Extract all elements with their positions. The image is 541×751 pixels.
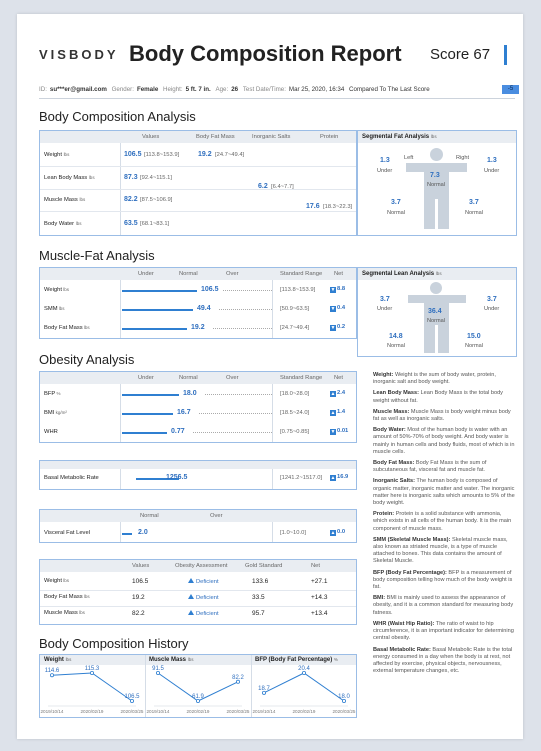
arrow-up-icon: ▲ — [330, 475, 336, 481]
bmr-range: [1241.2~1517.0] — [280, 475, 323, 481]
obesity-row-range: [18.5~24.0] — [280, 410, 310, 416]
mfa-row-label: SMM lbs — [44, 306, 65, 312]
bca-row-lbm-label: Lean Body Mass lbs — [44, 175, 95, 181]
history-chart-svg — [40, 665, 356, 717]
seg-lean-left-arm-value: 3.7 — [380, 296, 390, 303]
seg-fat-title: Segmental Fat Analysis lbs — [362, 134, 437, 140]
obesity-title: Obesity Analysis — [39, 352, 135, 367]
vfl-col-over: Over — [210, 513, 223, 519]
history-value-label: 106.5 — [124, 694, 140, 700]
bca-row-lbm-value: 87.3 — [124, 174, 138, 181]
date-value: Mar 25, 2020, 16:34 — [288, 86, 345, 93]
obesity-col-net: Net — [334, 375, 344, 381]
vfl-table — [39, 509, 357, 543]
arrow-up-icon: ▲ — [330, 530, 336, 536]
history-date-label: 2019/10/14 — [146, 709, 170, 714]
obesity-table — [39, 371, 357, 443]
mfa-col-normal: Normal — [179, 271, 198, 277]
lean-head-icon — [430, 282, 442, 294]
history-bfp-title: BFP (Body Fat Percentage) % — [255, 657, 338, 663]
description-item: Lean Body Mass: Lean Body Mass is the total body weight without fat. — [373, 390, 503, 404]
mfa-row-bar — [122, 290, 197, 292]
vfl-label: Visceral Fat Level — [44, 530, 90, 536]
assess-row-label: Weight lbs — [44, 578, 69, 584]
seg-fat-left-leg-value: 3.7 — [391, 199, 401, 206]
seg-fat-trunk-value: 7.3 — [430, 172, 440, 179]
bca-row-water-range: [68.1~83.1] — [140, 221, 170, 227]
obesity-row-net: ▲ 1.4 — [330, 409, 346, 416]
obesity-row-value: 18.0 — [183, 390, 197, 397]
history-date-label: 2020/02/19 — [292, 709, 316, 714]
assessment-rows — [40, 572, 356, 624]
description-item: Weight: Weight is the sum of body water, protein, inorganic salt and body weight. — [373, 372, 496, 386]
seg-fat-right-leg-label: Normal — [465, 210, 484, 216]
seg-fat-right-leg-value: 3.7 — [469, 199, 479, 206]
history-date-label: 2020/03/25 — [226, 709, 250, 714]
vfl-net: ▲ 0.0 — [330, 529, 346, 536]
mfa-col-over: Over — [226, 271, 239, 277]
body-left-leg-icon — [424, 199, 435, 229]
height-label: Height: — [163, 86, 183, 93]
bca-row-weight-value: 106.5 — [124, 151, 142, 158]
history-line — [52, 673, 132, 701]
obesity-col-normal: Normal — [179, 375, 198, 381]
body-torso-icon — [424, 163, 449, 199]
arrow-up-icon: ▲ — [330, 410, 336, 416]
bca-fat-value: 19.2 — [198, 151, 212, 158]
bca-row-muscle-value: 82.2 — [124, 196, 138, 203]
assess-row-gold: 33.5 — [252, 594, 265, 601]
history-value-label: 18.0 — [338, 694, 350, 700]
seg-lean-title: Segmental Lean Analysis lbs — [362, 271, 442, 277]
obesity-col-under: Under — [138, 375, 154, 381]
seg-lean-left-arm-label: Under — [377, 306, 393, 312]
lean-right-leg-icon — [438, 325, 449, 353]
obesity-row-track — [199, 413, 272, 414]
history-title: Body Composition History — [39, 636, 189, 651]
obesity-row-bar — [122, 394, 179, 396]
history-value-label: 61.9 — [192, 694, 204, 700]
height-value: 5 ft. 7 in. — [185, 86, 211, 93]
bmr-table — [39, 460, 357, 490]
history-date-label: 2020/03/25 — [332, 709, 356, 714]
compare-label: Compared To The Last Score — [349, 86, 430, 93]
vfl-col-normal: Normal — [140, 513, 159, 519]
bca-col-protein: Protein — [320, 134, 339, 140]
seg-lean-left-leg-label: Normal — [387, 343, 406, 349]
mfa-row-range: [113.8~153.9] — [280, 287, 316, 293]
seg-fat-right-arm-label: Under — [484, 168, 500, 174]
seg-lean-trunk-value: 36.4 — [428, 308, 442, 315]
obesity-row-label: BFP % — [44, 391, 61, 397]
history-muscle-title: Muscle Mass lbs — [149, 657, 194, 663]
description-item: Muscle Mass: Muscle Mass is body weight minus body fat as well as inorganic salts. — [373, 408, 511, 423]
history-value-label: 82.2 — [232, 674, 244, 681]
score-display — [430, 46, 490, 63]
assess-row-assessment: Deficient — [188, 578, 219, 585]
assess-row-assessment: Deficient — [188, 610, 219, 617]
obesity-row-net: ▲ 2.4 — [330, 390, 346, 397]
seg-fat-left-arm-label: Under — [377, 168, 393, 174]
seg-fat-left-label: Left — [404, 155, 414, 161]
mfa-row-label: Body Fat Mass lbs — [44, 325, 90, 331]
assess-row-divider — [40, 606, 356, 607]
assess-row-divider — [40, 590, 356, 591]
page-title: Body Composition Report — [129, 41, 402, 66]
score-accent-bar — [504, 45, 507, 65]
obesity-row-value: 0.77 — [171, 428, 185, 435]
bca-row-water-value: 63.5 — [124, 220, 138, 227]
history-date-label: 2019/10/14 — [40, 709, 64, 714]
mfa-row-bar — [122, 309, 193, 311]
id-value: su***er@gmail.com — [49, 86, 107, 93]
bca-salts-range: [6.4~7.7] — [271, 184, 294, 190]
assess-row-net: +13.4 — [311, 610, 328, 617]
arrow-down-icon: ▼ — [330, 306, 336, 312]
bca-row-weight-label: Weight lbs — [44, 152, 70, 158]
arrow-down-icon: ▼ — [330, 287, 336, 293]
mfa-row-range: [24.7~49.4] — [280, 325, 310, 331]
seg-fat-right-label: Right — [456, 155, 470, 161]
bmr-net: ▲ 16.9 — [330, 474, 349, 481]
age-value: 26 — [231, 86, 239, 93]
obesity-row-label: BMI kg/m² — [44, 410, 67, 416]
history-value-label: 115.3 — [84, 666, 100, 672]
obesity-row-track — [205, 394, 272, 395]
assess-row-gold: 133.6 — [252, 578, 269, 585]
obesity-rows — [40, 384, 356, 442]
history-line — [264, 673, 344, 701]
info-line — [39, 86, 433, 93]
mfa-row-net: ▼ 8.8 — [330, 286, 346, 293]
history-date-label: 2020/03/25 — [120, 709, 144, 714]
mfa-rows — [40, 280, 356, 338]
bca-salts-value: 6.2 — [258, 183, 268, 190]
bca-table — [39, 130, 357, 236]
history-charts — [39, 654, 357, 718]
mfa-row-bar — [122, 328, 187, 330]
mfa-row-track — [223, 290, 272, 291]
descriptions — [373, 372, 517, 679]
obesity-row-net: ▼ 0.01 — [330, 428, 349, 435]
id-label: ID: — [39, 86, 47, 93]
description-item: Body Fat Mass: Body Fat Mass is the sum of subcutaneous fat, visceral fat and muscle fat. — [373, 460, 487, 474]
mfa-col-range: Standard Range — [280, 271, 323, 277]
seg-fat-right-arm-value: 1.3 — [487, 157, 497, 164]
obesity-row-value: 16.7 — [177, 409, 191, 416]
mfa-title: Muscle-Fat Analysis — [39, 248, 155, 263]
assess-col-net: Net — [311, 563, 321, 569]
assess-row-gold: 95.7 — [252, 610, 265, 617]
assess-row-value: 82.2 — [132, 610, 145, 617]
history-date-label: 2019/10/14 — [252, 709, 276, 714]
assess-row-value: 19.2 — [132, 594, 145, 601]
history-value-label: 114.6 — [44, 668, 60, 675]
history-date-label: 2020/02/19 — [80, 709, 104, 714]
history-value-label: 20.4 — [298, 666, 310, 672]
score-label: Score — [430, 46, 470, 63]
bca-fat-range: [24.7~49.4] — [215, 152, 245, 158]
mfa-row-net: ▼ 0.4 — [330, 305, 346, 312]
seg-lean-trunk-label: Normal — [427, 318, 446, 324]
obesity-row-bar — [122, 413, 173, 415]
assessment-table — [39, 559, 357, 625]
description-item: Body Water: Most of the human body is water with an amount of 50%-70% of body weight. And body water is mainly in human cells and body fluids, most of which is in muscle cells. — [373, 427, 515, 455]
assess-row-net: +14.3 — [311, 594, 328, 601]
body-head-icon — [430, 148, 443, 161]
mfa-row-value: 49.4 — [197, 305, 211, 312]
segmental-fat-panel — [357, 130, 517, 236]
obesity-col-over: Over — [226, 375, 239, 381]
vfl-range: [1.0~10.0] — [280, 530, 306, 536]
assess-col-assessment: Obesity Assessment — [175, 563, 228, 569]
arrow-down-icon: ▼ — [330, 429, 336, 435]
seg-lean-right-leg-value: 15.0 — [467, 333, 481, 340]
obesity-row-range: [0.75~0.85] — [280, 429, 310, 435]
mfa-col-under: Under — [138, 271, 154, 277]
history-weight-title: Weight lbs — [44, 657, 72, 663]
mfa-row-track — [213, 328, 272, 329]
assess-col-gold: Gold Standard — [245, 563, 283, 569]
segmental-lean-panel — [357, 267, 517, 357]
seg-lean-right-leg-label: Normal — [465, 343, 484, 349]
compare-badge: -5 — [502, 85, 519, 94]
mfa-row-net: ▼ 0.2 — [330, 324, 346, 331]
warning-icon — [188, 610, 194, 615]
bca-col-fat: Body Fat Mass — [196, 134, 235, 140]
seg-fat-left-arm-value: 1.3 — [380, 157, 390, 164]
mfa-row-label: Weight lbs — [44, 287, 69, 293]
history-value-label: 91.5 — [152, 666, 164, 672]
report-page — [17, 14, 523, 739]
gender-value: Female — [136, 86, 159, 93]
mfa-row-track — [219, 309, 272, 310]
mfa-row-value: 106.5 — [201, 286, 219, 293]
bca-row-water-label: Body Water lbs — [44, 221, 82, 227]
date-label: Test Date/Time: — [242, 86, 286, 93]
bca-protein-range: [18.3~22.3] — [323, 204, 353, 210]
seg-lean-right-arm-value: 3.7 — [487, 296, 497, 303]
history-value-label: 18.7 — [258, 685, 270, 692]
obesity-col-range: Standard Range — [280, 375, 323, 381]
seg-fat-trunk-label: Normal — [427, 182, 446, 188]
warning-icon — [188, 578, 194, 583]
visbody-logo: VISBODY — [39, 47, 119, 62]
seg-fat-left-leg-label: Normal — [387, 210, 406, 216]
body-right-leg-icon — [438, 199, 449, 229]
mfa-col-net: Net — [334, 271, 344, 277]
mfa-table — [39, 267, 357, 339]
description-item: BMI: BMI is mainly used to assess the appearance of obesity, and it is a common standard for measuring body fatness. — [373, 595, 514, 616]
description-item: Basal Metabolic Rate: Basal Metabolic Rate is the total energy consumed in a day when the body is at rest, not affected by exercise, physical objects, nervousness, external temperature changes, etc. — [373, 646, 513, 675]
bca-row-weight-range: [113.8~153.9] — [144, 152, 180, 158]
vfl-bar — [122, 533, 132, 535]
bca-protein-value: 17.6 — [306, 203, 320, 210]
header-divider — [39, 98, 515, 99]
obesity-row-label: WHR — [44, 429, 58, 435]
bca-row-muscle-range: [87.5~106.9] — [140, 197, 173, 203]
obesity-row-bar — [122, 432, 167, 434]
mfa-row-value: 19.2 — [191, 324, 205, 331]
assess-row-assessment: Deficient — [188, 594, 219, 601]
bca-col-salts: Inorganic Salts — [252, 134, 291, 140]
bmr-label: Basal Metabolic Rate — [44, 475, 99, 481]
obesity-row-range: [18.0~28.0] — [280, 391, 310, 397]
arrow-down-icon: ▼ — [330, 325, 336, 331]
description-item: WHR (Waist Hip Ratio): The ratio of waist to hip circumference, it is an important indicator for determining central obesity. — [373, 620, 514, 642]
bmr-value: 1256.5 — [166, 474, 188, 481]
assess-row-label: Body Fat Mass lbs — [44, 594, 90, 600]
bca-col-values: Values — [142, 134, 160, 140]
bca-row-lbm-range: [92.4~115.1] — [140, 175, 172, 181]
assess-row-net: +27.1 — [311, 578, 328, 585]
gender-label: Gender: — [111, 86, 134, 93]
history-date-label: 2020/02/19 — [186, 709, 210, 714]
lean-left-leg-icon — [424, 325, 435, 353]
assess-col-values: Values — [132, 563, 150, 569]
score-value: 67 — [473, 46, 491, 63]
seg-lean-right-arm-label: Under — [484, 306, 500, 312]
warning-icon — [188, 594, 194, 599]
bca-title: Body Composition Analysis — [39, 109, 196, 124]
vfl-value: 2.0 — [138, 529, 148, 536]
assess-row-label: Muscle Mass lbs — [44, 610, 85, 616]
bca-row-muscle-label: Muscle Mass lbs — [44, 197, 86, 203]
description-item: BFP (Body Fat Percentage): BFP is a measurement of body composition telling how much of the body weight is fat. — [373, 569, 513, 591]
description-item: SMM (Skeletal Muscle Mass): Skeletal muscle mass, also known as striated muscle, is a type of muscle attached to bones. This data contains the amount of Skeletal Muscle. — [373, 536, 508, 565]
age-label: Age: — [215, 86, 229, 93]
mfa-row-range: [50.9~63.5] — [280, 306, 310, 312]
assess-row-value: 106.5 — [132, 578, 149, 585]
description-item: Protein: Protein is a solid substance with ammonia, which exists in all cells of the human body. It is the main component of muscle mass. — [373, 511, 512, 532]
description-item: Inorganic Salts: The human body is composed of organic matter, inorganic matter and water. The inorganic matter here is inorganic salts which amounts to 5% of the body weight. — [373, 478, 515, 507]
seg-lean-left-leg-value: 14.8 — [389, 333, 403, 340]
obesity-row-track — [193, 432, 272, 433]
arrow-up-icon: ▲ — [330, 391, 336, 397]
